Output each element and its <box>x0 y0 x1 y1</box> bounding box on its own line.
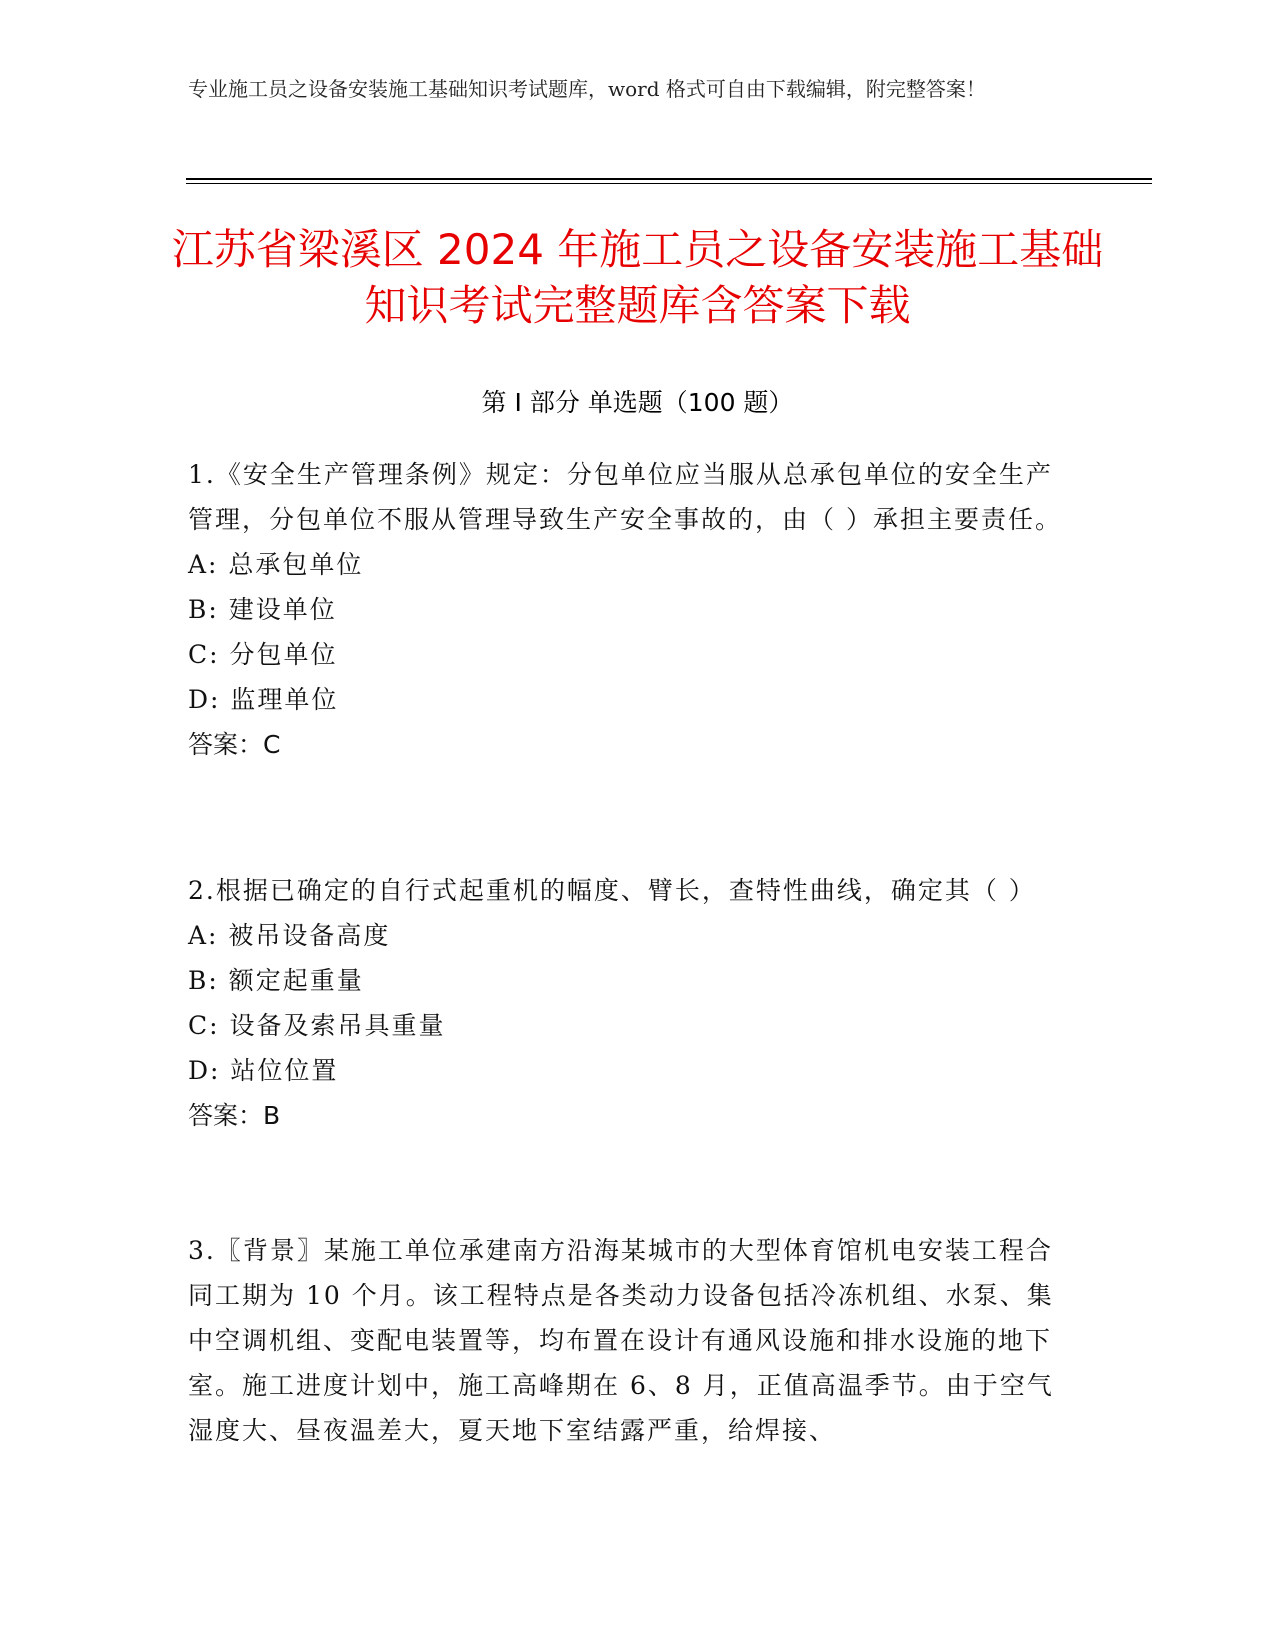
question-2-option-b: B: 额定起重量 <box>188 966 364 995</box>
question-2-option-a: A: 被吊设备高度 <box>188 921 391 950</box>
answer-label: 答案： <box>188 730 264 759</box>
question-1-answer <box>188 722 1068 767</box>
question-1-option-c: C: 分包单位 <box>188 640 338 669</box>
question-1-stem: 1.《安全生产管理条例》规定：分包单位应当服从总承包单位的安全生产管理，分包单位不服从管理导致生产安全事故的，由（ ）承担主要责任。 <box>188 460 1062 534</box>
header-text: 专业施工员之设备安装施工基础知识考试题库，word 格式可自由下载编辑，附完整答案！ <box>188 77 986 101</box>
question-1 <box>188 452 1068 767</box>
question-2 <box>188 868 1068 1138</box>
answer-label: 答案： <box>188 1101 264 1130</box>
question-1-option-d: D: 监理单位 <box>188 685 339 714</box>
question-1-option-a: A: 总承包单位 <box>188 550 364 579</box>
question-3 <box>188 1228 1068 1453</box>
question-2-option-c: C: 设备及索吊具重量 <box>188 1011 446 1040</box>
question-3-stem: 3.〖背景〗某施工单位承建南方沿海某城市的大型体育馆机电安装工程合同工期为 10 个月。该工程特点是各类动力设备包括冷冻机组、水泵、集中空调机组、变配电装置等，均布置在设计有通风设施和排水设施的地下室。施工进度计划中，施工高峰期在 6、8 月，正值高温季节。由于空气湿度大、昼夜温差大，夏天地下室结露严重，给焊接、 <box>188 1236 1054 1445</box>
question-1-option-b: B: 建设单位 <box>188 595 337 624</box>
header-rule-thin <box>186 183 1152 184</box>
section-title: 第 I 部分 单选题（100 题） <box>481 388 794 417</box>
header-rule-thick <box>186 178 1152 180</box>
question-2-option-d: D: 站位位置 <box>188 1056 339 1085</box>
question-2-answer <box>188 1093 1068 1138</box>
question-2-stem: 2.根据已确定的自行式起重机的幅度、臂长，查特性曲线，确定其（ ） <box>188 876 1036 905</box>
document-title: 江苏省梁溪区 2024 年施工员之设备安装施工基础知识考试完整题库含答案下载 <box>171 225 1104 330</box>
answer-value: B <box>263 1101 281 1130</box>
answer-value: C <box>263 730 281 759</box>
